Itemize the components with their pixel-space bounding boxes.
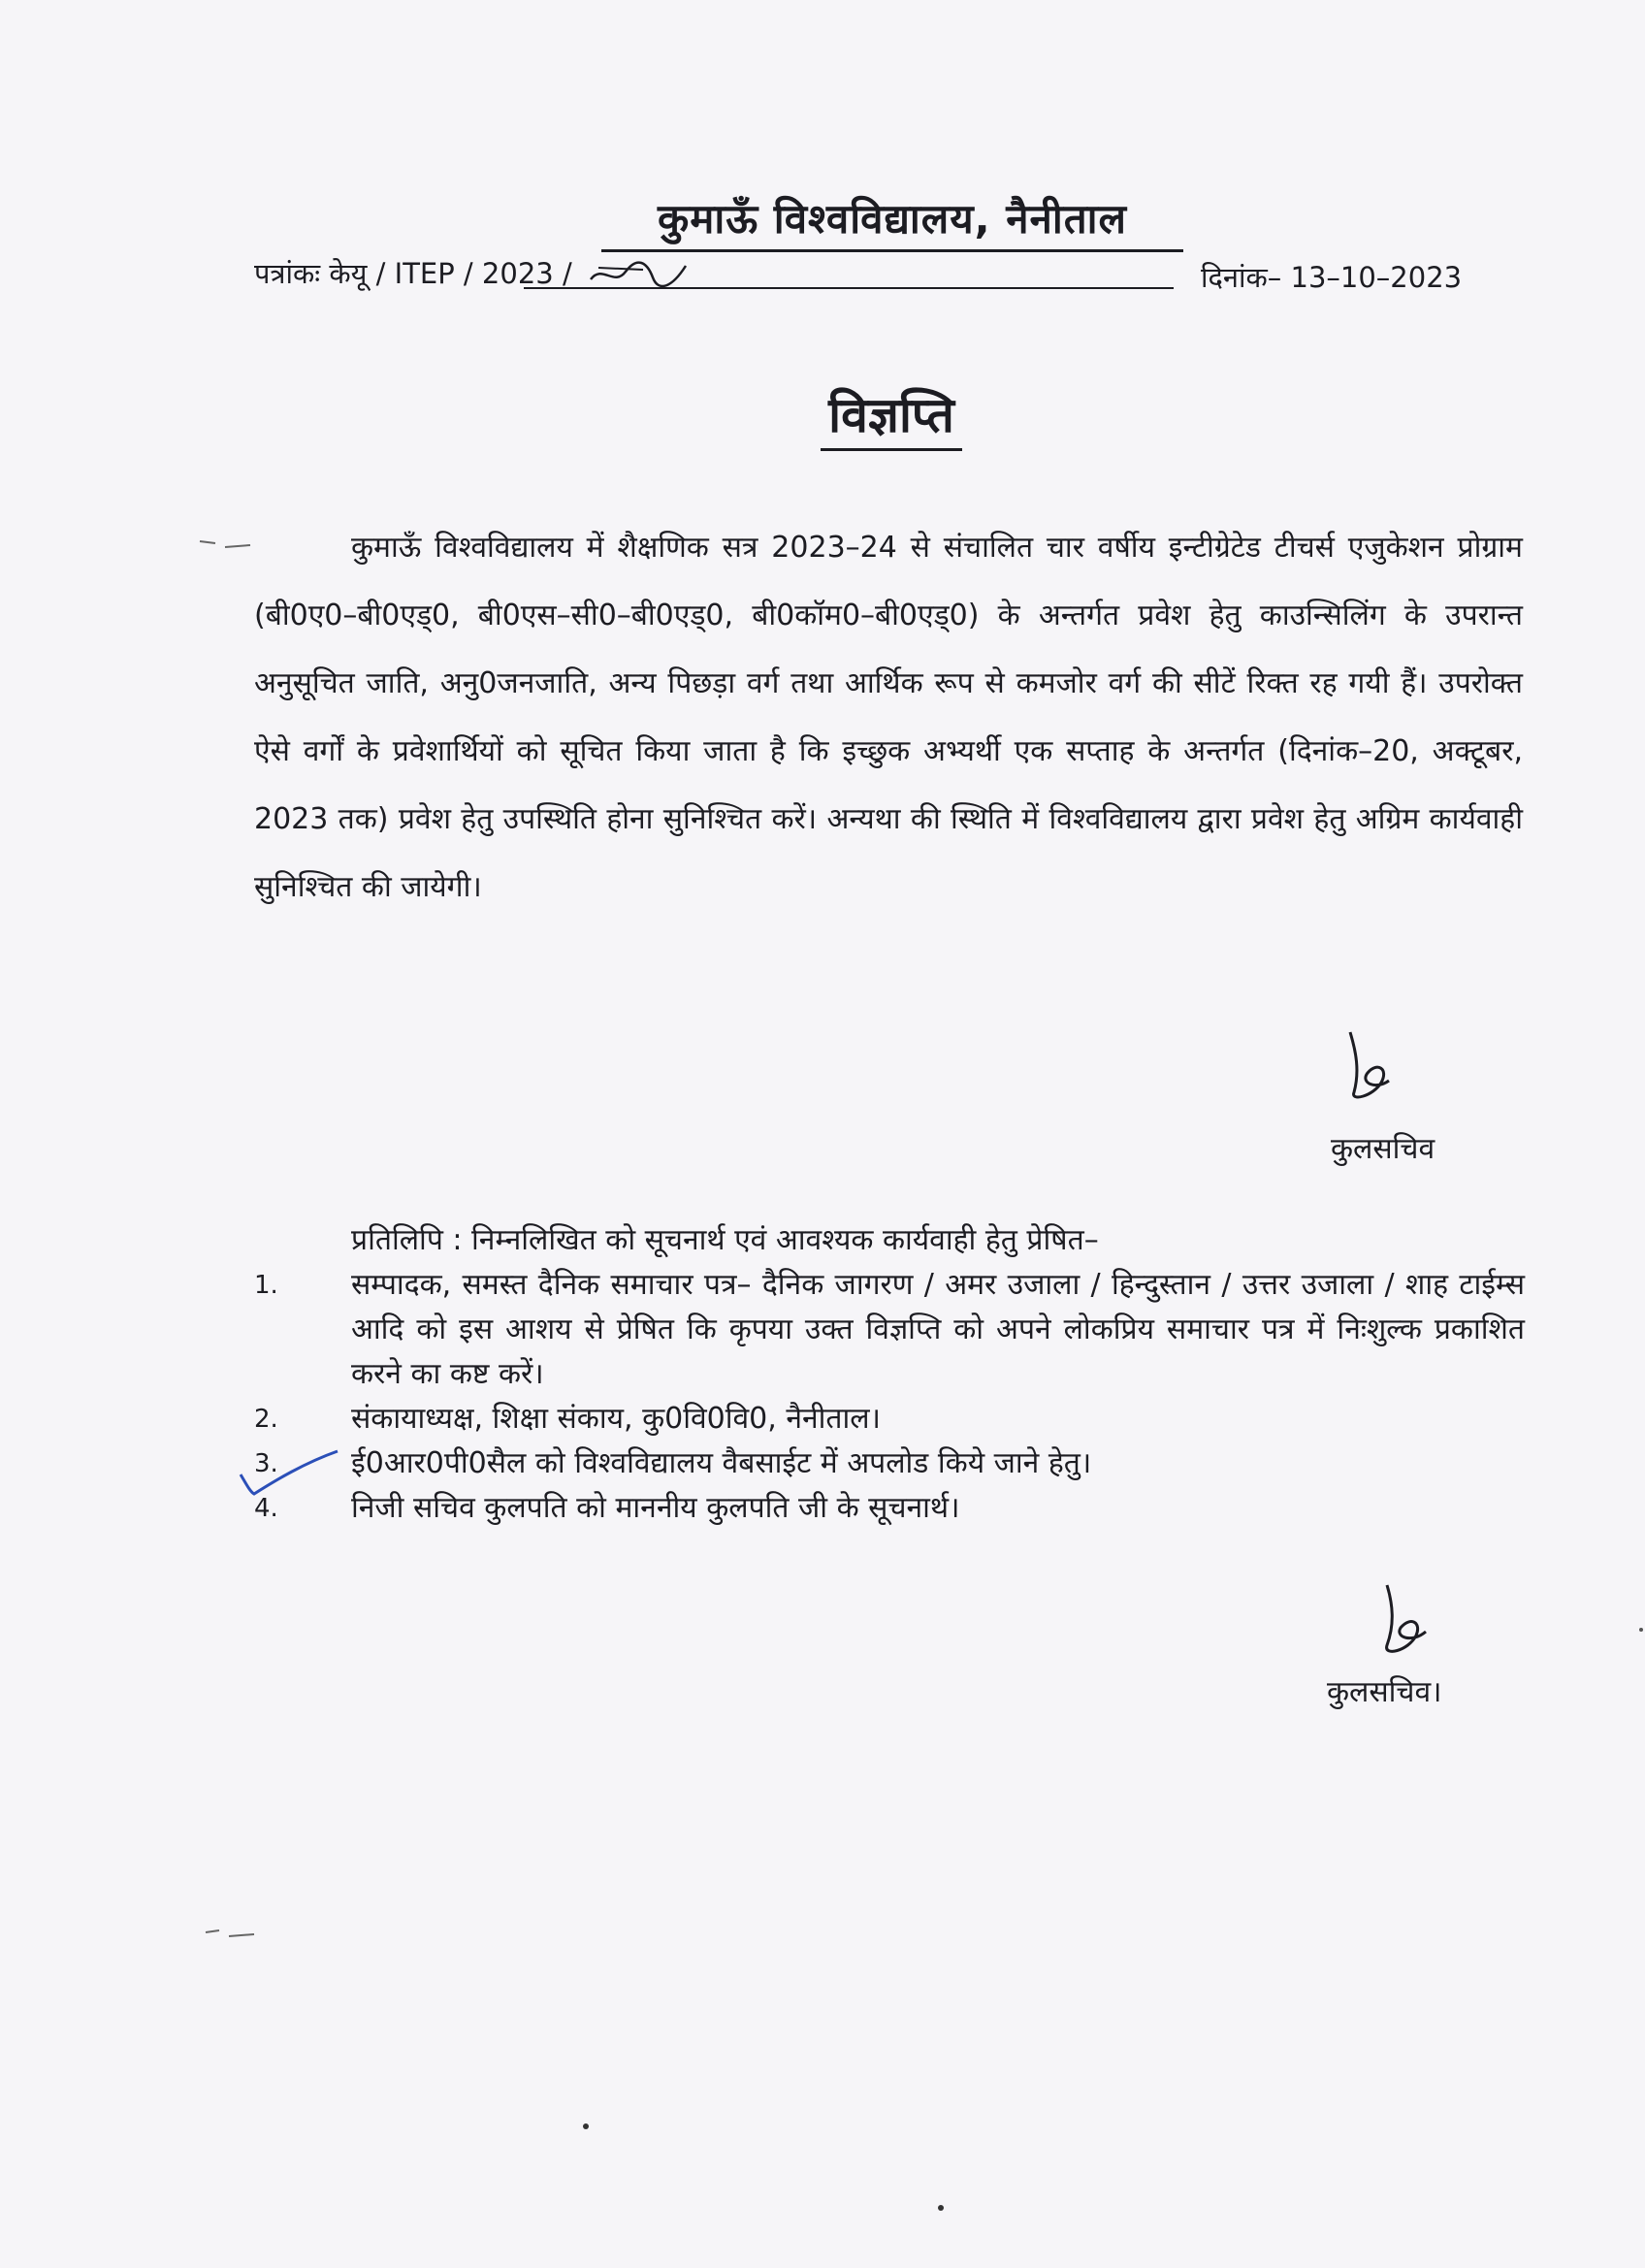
reference-underline — [524, 287, 1174, 289]
signatory-label-2: कुलसचिव। — [1327, 1675, 1442, 1709]
issue-date: दिनांक– 13–10–2023 — [1201, 261, 1463, 294]
list-item-text: सम्पादक, समस्त दैनिक समाचार पत्र– दैनिक जागरण / अमर उजाला / हिन्दुस्तान / उत्तर उजाला / शाह टाईम्स आदि को इस आशय से प्रेषित कि कृपया उक्त विज्ञप्ति को अपने लोकप्रिय समाचार पत्र में निःशुल्क प्रकाशित करने का कष्ट करें। — [351, 1268, 1525, 1391]
list-item — [254, 1442, 1525, 1486]
list-item-number: 4. — [254, 1494, 278, 1523]
copy-to-intro: प्रतिलिपि : निम्नलिखित को सूचनार्थ एवं आवश्यक कार्यवाही हेतु प्रेषित– — [351, 1223, 1099, 1257]
notice-heading: विज्ञप्ति — [821, 380, 962, 451]
list-item — [254, 1486, 1525, 1531]
signatory-label-1: कुलसचिव — [1331, 1132, 1435, 1166]
list-item-number: 1. — [254, 1271, 278, 1300]
copy-to-list — [254, 1263, 1525, 1531]
signature-block-1 — [1331, 1022, 1408, 1110]
signature-mark — [1366, 1577, 1443, 1665]
list-item-number: 3. — [254, 1449, 278, 1478]
list-item — [254, 1263, 1525, 1397]
list-item-text: संकायाध्यक्ष, शिक्षा संकाय, कु0वि0वि0, नैनीताल। — [351, 1402, 881, 1436]
signature-mark — [1331, 1022, 1408, 1110]
reference-text: पत्रांकः केयू / ITEP / 2023 / — [254, 257, 572, 290]
blue-check-mark-icon — [237, 1445, 343, 1504]
list-item-number: 2. — [254, 1405, 278, 1434]
list-item-text: ई0आर0पी0सैल को विश्वविद्यालय वैबसाईट में अपलोड किये जाने हेतु। — [351, 1446, 1092, 1480]
list-item — [254, 1397, 1525, 1442]
notice-body: कुमाऊँ विश्वविद्यालय में शैक्षणिक सत्र 2023–24 से संचालित चार वर्षीय इन्टीग्रेटेड टीचर्स एजुकेशन प्रोग्राम (बी0ए0–बी0एड्0, बी0एस–सी0–बी0एड्0, बी0कॉम0–बी0एड्0) के अन्तर्गत प्रवेश हेतु काउन्सिलिंग के उपरान्त अनुसूचित जाति, अनु0जनजाति, अन्य पिछड़ा वर्ग तथा आर्थिक रूप से कमजोर वर्ग की सीटें रिक्त रह गयी हैं। उपरोक्त ऐसे वर्गों के प्रवेशार्थियों को सूचित किया जाता है कि इच्छुक अभ्यर्थी एक सप्ताह के अन्तर्गत (दिनांक–20, अक्टूबर, 2023 तक) प्रवेश हेतु उपस्थिति होना सुनिश्चित करें। अन्यथा की स्थिति में विश्वविद्यालय द्वारा प्रवेश हेतु अग्रिम कार्यवाही सुनिश्चित की जायेगी। — [254, 531, 1523, 904]
university-title: कुमाऊँ विश्वविद्यालय, नैनीताल — [601, 190, 1183, 252]
list-item-text: निजी सचिव कुलपति को माननीय कुलपति जी के सूचनार्थ। — [351, 1491, 960, 1525]
signature-block-2 — [1366, 1577, 1443, 1665]
